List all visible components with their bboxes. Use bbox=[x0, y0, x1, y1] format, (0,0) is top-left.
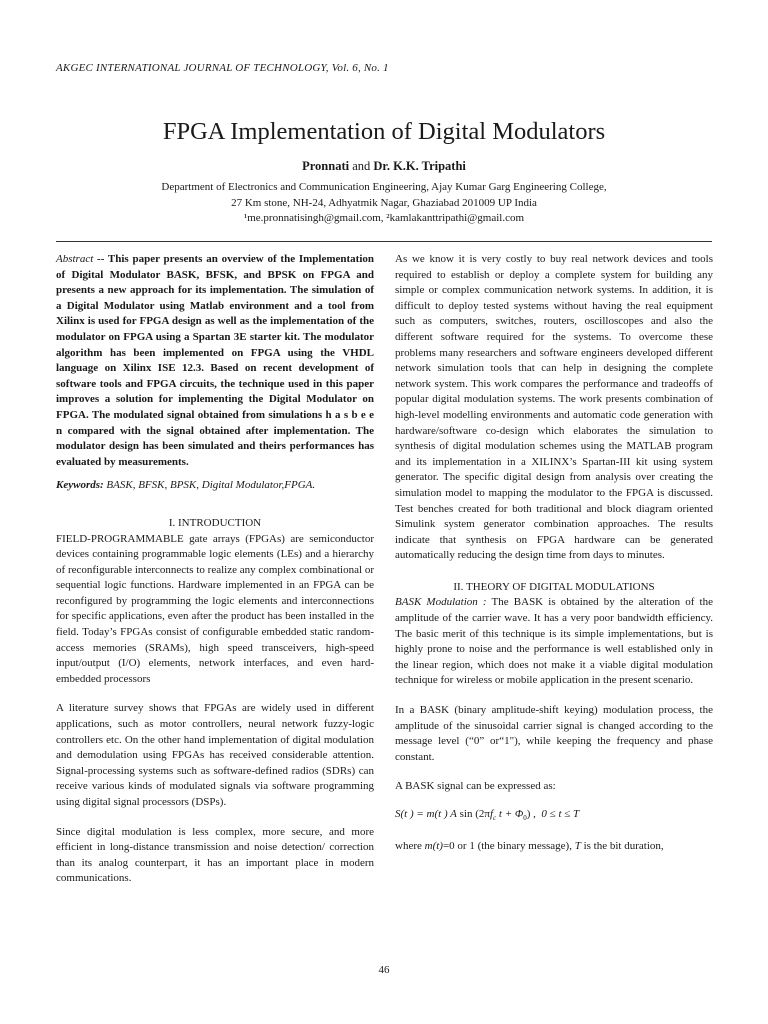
abstract-label: Abstract bbox=[56, 253, 94, 265]
keywords-label: Keywords: bbox=[56, 479, 104, 492]
authors bbox=[0, 159, 768, 174]
abstract-text: -- This paper presents an overview of the Implementation of Digital Modulator BASK, BFSK, and BPSK on FPGA and presents a new approach for its implementation. The simulation of a Digital Modulator using Matlab environment and a tool from Xilinx is used for FPGA design as well as the implementation of the modulator on FPGA using a Spartan 3E starter kit. The modulator algorithm has been implemented on FPGA using the VHDL language on Xilinx ISE 12.3. Based on recent development of software tools and FPGA circuits, the technique used in this paper improves a solution for implementing the Digital Modulator on FPGA. The modulated signal obtained from simulations h a s b e e n compared with the signal obtained after implementation. The modulator design has been simulated and theirs performances has evaluated by measurements. bbox=[56, 253, 374, 468]
affiliation-line-1: Department of Electronics and Communication Engineering, Ajay Kumar Garg Engineering College, bbox=[161, 181, 607, 193]
paper-title: FPGA Implementation of Digital Modulators bbox=[162, 118, 606, 145]
affiliation-emails: ¹me.pronnatisingh@gmail.com, ²kamlakanttripathi@gmail.com bbox=[243, 212, 525, 224]
p4-mid: =0 or 1 (the binary message), bbox=[442, 839, 575, 852]
bask-paragraph-1 bbox=[395, 595, 713, 689]
keywords bbox=[56, 478, 374, 494]
eq-condition: 0 ≤ t ≤ T bbox=[541, 808, 580, 820]
bask-paragraph-4 bbox=[395, 839, 713, 855]
eq-close: ) , bbox=[526, 808, 536, 820]
bask-label: BASK Modulation : bbox=[395, 596, 487, 609]
intro-paragraph-2: A literature survey shows that FPGAs are widely used in different applications, such as motor controllers, neural network fuzzy-logic controllers etc. On the other hand implementation of digital modulation and demodulation using FPGAs has received considerable attention. Signal-processing systems such as software-defined radios (SDRs) can receive various kinds of modulated signals via software programming using digital signal processors (DSPs). bbox=[56, 702, 374, 808]
left-column bbox=[56, 252, 374, 887]
eq-t: t + Φ bbox=[496, 808, 524, 820]
page-number: 46 bbox=[378, 964, 390, 976]
bask-text: The BASK is obtained by the alteration of the amplitude of the carrier wave. It has a very poor bandwidth efficiency. The basic merit of this technique is its simple implementations, but is highly prone to noise and the performance is well established only in the linear region, which does not make it a viable digital modulation technique for wireless or mobile application in the present scenario. bbox=[395, 596, 713, 687]
eq-f: f bbox=[489, 808, 494, 820]
affiliation bbox=[0, 180, 768, 227]
right-column bbox=[395, 252, 713, 854]
bask-equation bbox=[395, 807, 713, 827]
eq-lhs: S(t ) = m(t ) A bbox=[395, 808, 457, 820]
eq-zero: 0 bbox=[523, 814, 527, 823]
bask-paragraph-3: A BASK signal can be expressed as: bbox=[395, 780, 556, 793]
p4-T: T bbox=[574, 839, 581, 852]
intro-paragraph-3: Since digital modulation is less complex, more secure, and more efficient in long-distance transmission and noise detection/ correction than its analog counterpart, it has an important place in modern communications. bbox=[56, 825, 374, 885]
abstract bbox=[56, 252, 374, 470]
intro-paragraph-1: FIELD-PROGRAMMABLE gate arrays (FPGAs) are semiconductor devices containing programmable logic elements (LEs) and a hierarchy of reconfigurable interconnects to realize any complex combinational or sequential logic functions. Hardware implemented in an FPGA can be reconfigured by programming the logic elements and interconnections for specific applications, even after the product has been installed in the field. Today’s FPGAs consist of configurable embedded static random-access memories (SRAMs), high speed transceivers, high-speed input/output (I/O) elements, network interfaces, and even hard-embedded processors bbox=[56, 532, 374, 685]
author-first: Pronnati bbox=[302, 159, 350, 173]
eq-c: c bbox=[493, 814, 497, 823]
section-heading-theory: II. THEORY OF DIGITAL MODULATIONS bbox=[453, 580, 655, 593]
eq-sin: sin (2π bbox=[456, 808, 490, 820]
author-second: Dr. K.K. Tripathi bbox=[373, 159, 466, 173]
header-divider bbox=[56, 241, 712, 242]
p4-m: m(t) bbox=[424, 839, 443, 852]
keywords-text: BASK, BFSK, BPSK, Digital Modulator,FPGA. bbox=[103, 479, 316, 492]
p4-post: is the bit duration, bbox=[580, 839, 664, 852]
section-heading-introduction: I. INTRODUCTION bbox=[168, 516, 262, 529]
journal-header: AKGEC INTERNATIONAL JOURNAL OF TECHNOLOGY, Vol. 6, No. 1 bbox=[56, 62, 389, 74]
bask-paragraph-2: In a BASK (binary amplitude-shift keying) modulation process, the amplitude of the sinusoidal carrier signal is changed according to the message level (“0” or“1"), while keeping the frequency and phase constant. bbox=[395, 704, 713, 763]
affiliation-line-2: 27 Km stone, NH-24, Adhyatmik Nagar, Ghaziabad 201009 UP India bbox=[231, 196, 537, 209]
p4-pre: where bbox=[395, 839, 425, 852]
right-paragraph-1: As we know it is very costly to buy real network devices and tools required to establish or deploy a complete system for building any simple or complex communication network systems. In addition, it is difficult to deploy tested systems without having the real equipment such as computers, switches, routers, oscilloscopes and also the different software required for the systems. To overcome these problems many researchers and software engineers developed different network simulation tools that can help in designing the complete network system. This work compares the performance and tradeoffs of popular digital modulation systems. The work presents combination of high-level modelling environments and automatic code generation with hardware/software co-design which elaborates the simulation to synthesis of digital modulation schemes using the MATLAB program and its implementation in a XILINX’s Spartan-III kit using system generator. The specific digital design from analysis over creating the simulation model to mapping the modulator to the FPGA is discussed. Test benches created for both traditional and block diagram oriented Simulink system generator combination approaches. The results indicate that synthesis on FPGA hardware can be generated automatically reducing the design time from days to minutes. bbox=[395, 253, 713, 562]
authors-and: and bbox=[349, 159, 374, 173]
